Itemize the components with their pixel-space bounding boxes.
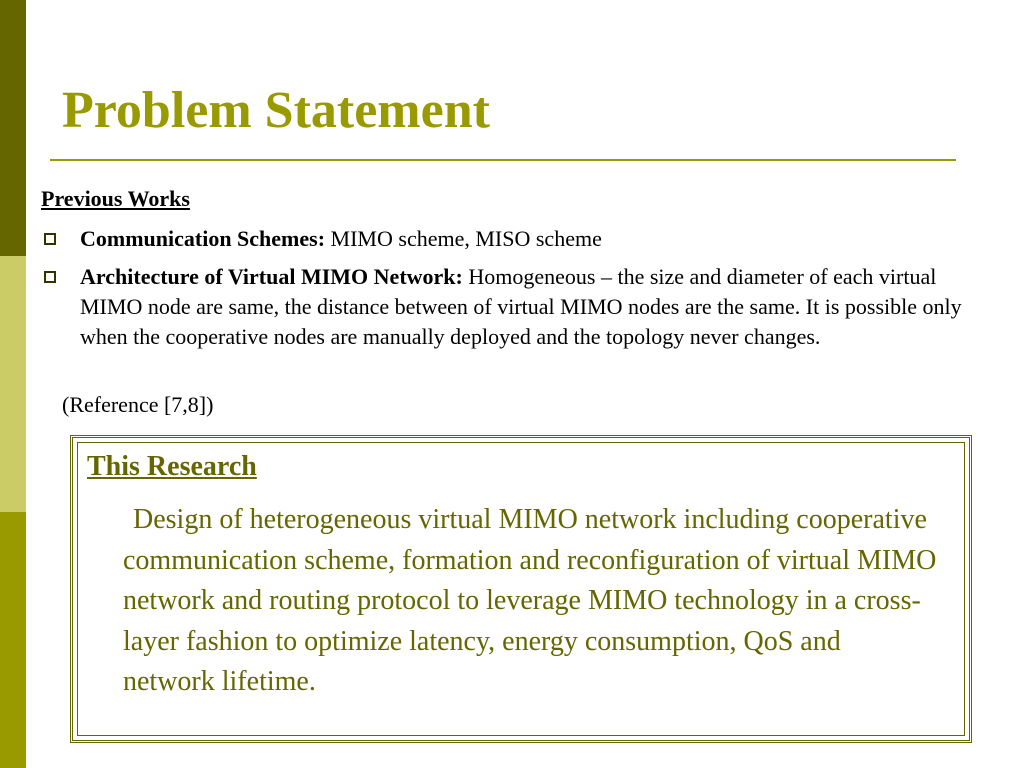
this-research-body: Design of heterogeneous virtual MIMO network including cooperative communication scheme, formation and reconfiguration of virtual MIMO network and routing protocol to leverage MIMO technology in a cross-layer fashion to optimize latency, energy consumption, QoS and network lifetime.: [123, 504, 937, 697]
bullet-label: Communication Schemes:: [80, 226, 326, 251]
bullet-text: [80, 262, 974, 352]
bullet-body: MIMO scheme, MISO scheme: [325, 226, 602, 251]
reference-note: (Reference [7,8]): [62, 392, 214, 417]
square-bullet-icon: [44, 271, 56, 283]
bullet-body: Homogeneous – the size and diameter of each virtual MIMO node are same, the distance between of virtual MIMO nodes are the same. It is possible only when the cooperative nodes are manually deployed and the topology never changes.: [80, 264, 962, 349]
square-bullet-icon: [44, 233, 56, 245]
this-research-box: [70, 435, 972, 743]
title-divider: [50, 159, 956, 161]
bullet-text: [80, 224, 974, 254]
sidebar-segment-bottom: [0, 512, 26, 768]
bullet-label: Architecture of Virtual MIMO Network:: [80, 264, 463, 289]
slide-title: Problem Statement: [62, 82, 490, 139]
this-research-heading: This Research: [87, 451, 257, 482]
sidebar-segment-middle: [0, 256, 26, 512]
sidebar-segment-top: [0, 0, 26, 256]
previous-works-heading: Previous Works: [41, 186, 190, 211]
